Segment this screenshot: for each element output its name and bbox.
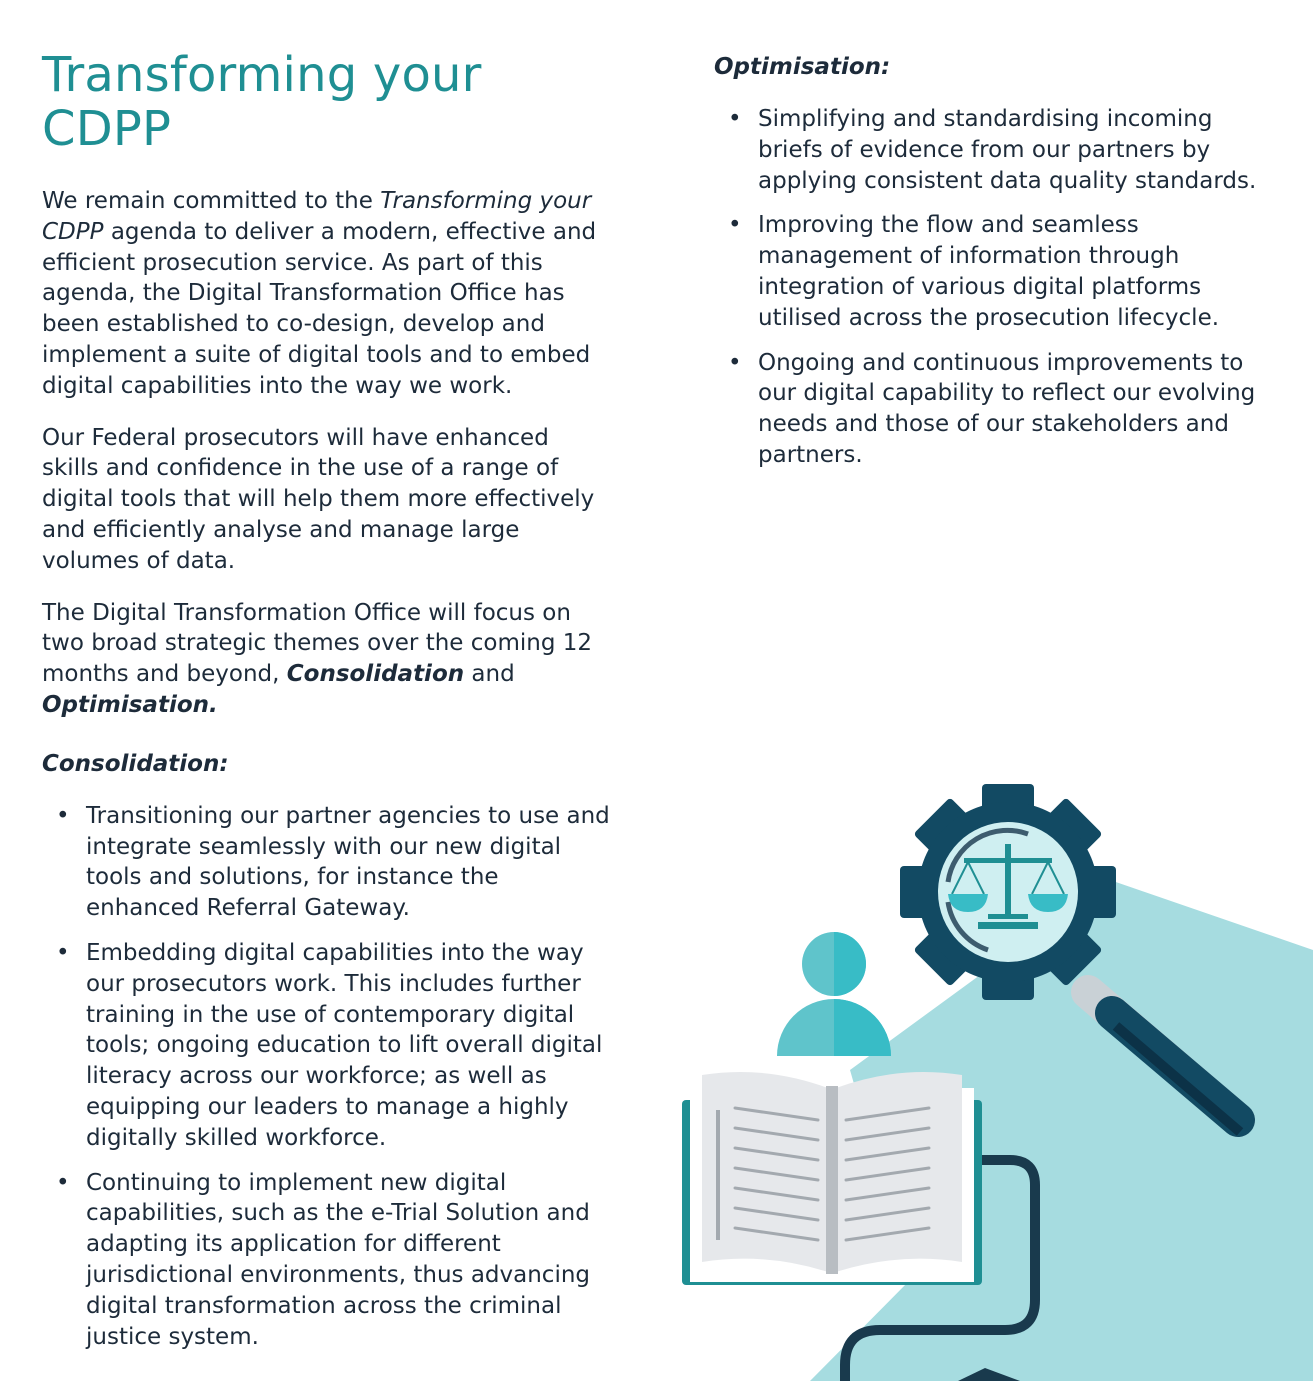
themes-and: and	[464, 661, 515, 688]
consolidation-list	[42, 801, 612, 1353]
intro-agenda-name: Transforming your CDPP	[42, 188, 592, 245]
page-title-line-2: CDPP	[42, 101, 172, 157]
list-item-text: Continuing to implement new digital capabilities, such as the e-Trial Solution and adapting its application for different jurisdictional environments, thus advancing digital transformation across the criminal justice system.	[86, 1169, 591, 1350]
right-column	[714, 52, 1274, 485]
page-title-line-1: Transforming your	[42, 47, 482, 103]
optimisation-list	[714, 104, 1274, 471]
list-item	[714, 348, 1274, 471]
list-item-text: Ongoing and continuous improvements to our digital capability to reflect our evolving needs and those of our stakeholders and partners.	[758, 349, 1256, 468]
page-title	[42, 48, 482, 156]
prosecutors-paragraph: Our Federal prosecutors will have enhanced skills and confidence in the use of a range of digital tools that will help them more effectively and efficiently analyse and manage large volumes of data.	[42, 424, 595, 574]
list-item	[42, 1168, 612, 1353]
digital-justice-illustration	[640, 770, 1313, 1381]
bullet-icon: •	[56, 1169, 70, 1196]
list-item-text: Simplifying and standardising incoming briefs of evidence from our partners by applying consistent data quality standards.	[758, 106, 1257, 194]
list-item-text: Embedding digital capabilities into the way our prosecutors work. This includes further training in the use of contemporary digital tools; ongoing education to lift overall digital literacy across our workforce; as well as equipping our leaders to manage a highly digitally skilled workforce.	[86, 939, 603, 1151]
intro-text-end: agenda to deliver a modern, effective and efficient prosecution service. As part of this agenda, the Digital Transformation Office has been established to co-design, develop and implement a suite of digital tools and to embed digital capabilities into the way we work.	[42, 218, 597, 399]
bullet-icon: •	[728, 212, 742, 239]
consolidation-heading: Consolidation:	[42, 750, 229, 777]
person-icon	[777, 932, 891, 1056]
list-item-text: Transitioning our partner agencies to use and integrate seamlessly with our new digital tools and solutions, for instance the enhanced Referral Gateway.	[86, 802, 610, 922]
theme-optimisation: Optimisation.	[42, 691, 218, 718]
book-icon	[682, 1072, 982, 1285]
bullet-icon: •	[56, 802, 70, 829]
list-item	[714, 210, 1274, 333]
intro-paragraph	[42, 186, 612, 402]
list-item	[42, 938, 612, 1154]
list-item-text: Improving the flow and seamless management of information through integration of various digital platforms utilised across the prosecution lifecycle.	[758, 212, 1220, 331]
left-column	[42, 186, 612, 1366]
list-item	[714, 104, 1274, 196]
bullet-icon: •	[56, 939, 70, 966]
optimisation-heading: Optimisation:	[714, 54, 891, 80]
themes-paragraph	[42, 598, 612, 721]
intro-text-start: We remain committed to the	[42, 188, 381, 214]
list-item	[42, 801, 612, 924]
bullet-icon: •	[728, 106, 742, 132]
themes-text: The Digital Transformation Office will focus on two broad strategic themes over the coming 12 months and beyond,	[42, 599, 593, 688]
theme-consolidation: Consolidation	[286, 661, 465, 688]
bullet-icon: •	[728, 349, 742, 376]
